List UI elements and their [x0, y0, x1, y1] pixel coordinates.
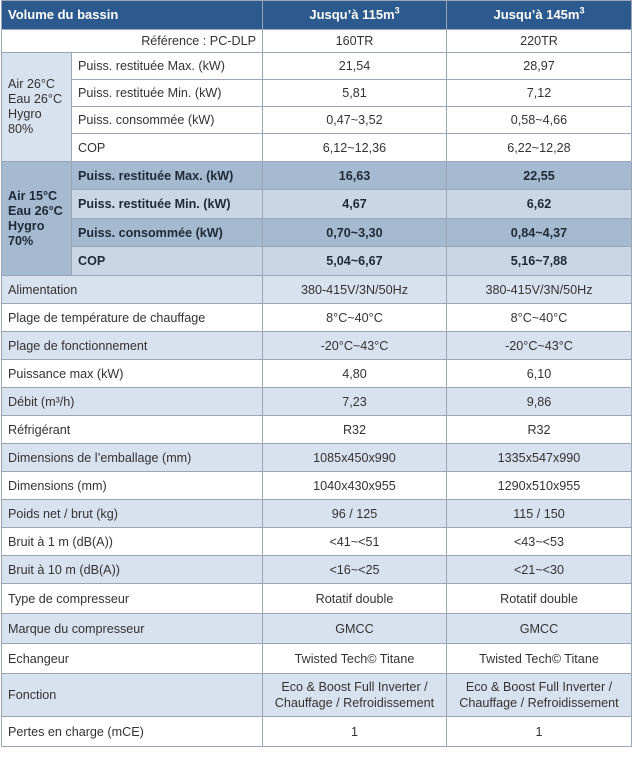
condition-line: Air 15°C: [8, 188, 58, 203]
spec-label: Réfrigérant: [2, 416, 263, 444]
spec-row: [2, 644, 632, 674]
performance-row: [2, 134, 632, 162]
performance-label: COP: [72, 247, 263, 276]
performance-row: [2, 53, 632, 80]
value-145: 7,12: [447, 80, 632, 107]
spec-value-145: 1335x547x990: [447, 444, 632, 472]
spec-row: [2, 472, 632, 500]
spec-row: [2, 584, 632, 614]
spec-value-115: 8°C~40°C: [263, 304, 447, 332]
value-115: 4,67: [263, 190, 447, 219]
header-label: Volume du bassin: [2, 1, 263, 30]
performance-row: [2, 247, 632, 276]
spec-value-145: 8°C~40°C: [447, 304, 632, 332]
spec-label: Débit (m³/h): [2, 388, 263, 416]
spec-value-145: 9,86: [447, 388, 632, 416]
value-115: 0,47~3,52: [263, 107, 447, 134]
header-row: [2, 1, 632, 30]
spec-row: [2, 360, 632, 388]
spec-row: [2, 276, 632, 304]
spec-label: Bruit à 10 m (dB(A)): [2, 556, 263, 584]
spec-row: [2, 674, 632, 717]
spec-label: Dimensions de l’emballage (mm): [2, 444, 263, 472]
condition-line: Hygro: [8, 107, 42, 121]
spec-value-115: Twisted Tech© Titane: [263, 644, 447, 674]
spec-value-145: Eco & Boost Full Inverter / Chauffage / Refroidissement: [447, 674, 632, 717]
spec-row: [2, 717, 632, 747]
spec-value-115: GMCC: [263, 614, 447, 644]
value-115: 6,12~12,36: [263, 134, 447, 162]
value-145: 6,62: [447, 190, 632, 219]
condition-line: Air 26°C: [8, 77, 56, 91]
spec-label: Dimensions (mm): [2, 472, 263, 500]
spec-value-145: <43~<53: [447, 528, 632, 556]
performance-row: [2, 80, 632, 107]
reference-label: Référence : PC-DLP: [2, 30, 263, 53]
value-145: 0,58~4,66: [447, 107, 632, 134]
spec-label: Plage de température de chauffage: [2, 304, 263, 332]
spec-value-145: -20°C~43°C: [447, 332, 632, 360]
performance-label: Puiss. restituée Max. (kW): [72, 53, 263, 80]
spec-row: [2, 528, 632, 556]
performance-label: Puiss. restituée Min. (kW): [72, 190, 263, 219]
spec-value-115: 1: [263, 717, 447, 747]
performance-row: [2, 190, 632, 219]
spec-label: Pertes en charge (mCE): [2, 717, 263, 747]
value-145: 6,22~12,28: [447, 134, 632, 162]
spec-value-145: 6,10: [447, 360, 632, 388]
reference-value: 220TR: [447, 30, 632, 53]
spec-label: Marque du compresseur: [2, 614, 263, 644]
spec-row: [2, 614, 632, 644]
value-115: 5,04~6,67: [263, 247, 447, 276]
condition-line: Eau 26°C: [8, 203, 63, 218]
condition-cell: [2, 162, 72, 276]
condition-line: 70%: [8, 233, 34, 248]
spec-value-145: R32: [447, 416, 632, 444]
spec-value-145: Twisted Tech© Titane: [447, 644, 632, 674]
performance-label: Puiss. restituée Max. (kW): [72, 162, 263, 190]
spec-label: Bruit à 1 m (dB(A)): [2, 528, 263, 556]
condition-line: 80%: [8, 122, 34, 136]
reference-value: 160TR: [263, 30, 447, 53]
spec-row: [2, 388, 632, 416]
spec-row: [2, 556, 632, 584]
spec-value-115: Eco & Boost Full Inverter / Chauffage / Refroidissement: [263, 674, 447, 717]
spec-label: Type de compresseur: [2, 584, 263, 614]
spec-row: [2, 332, 632, 360]
spec-value-115: 1040x430x955: [263, 472, 447, 500]
spec-value-115: -20°C~43°C: [263, 332, 447, 360]
spec-label: Plage de fonctionnement: [2, 332, 263, 360]
performance-label: Puiss. consommée (kW): [72, 107, 263, 134]
spec-value-145: 115 / 150: [447, 500, 632, 528]
spec-value-115: 1085x450x990: [263, 444, 447, 472]
spec-label: Fonction: [2, 674, 263, 717]
value-145: 28,97: [447, 53, 632, 80]
value-145: 5,16~7,88: [447, 247, 632, 276]
spec-row: [2, 500, 632, 528]
spec-value-115: <41~<51: [263, 528, 447, 556]
spec-value-145: 1290x510x955: [447, 472, 632, 500]
spec-label: Echangeur: [2, 644, 263, 674]
value-115: 0,70~3,30: [263, 219, 447, 247]
spec-label: Poids net / brut (kg): [2, 500, 263, 528]
spec-value-115: 4,80: [263, 360, 447, 388]
spec-value-145: Rotatif double: [447, 584, 632, 614]
performance-row: [2, 219, 632, 247]
condition-line: Eau 26°C: [8, 92, 63, 106]
reference-row: [2, 30, 632, 53]
spec-row: [2, 304, 632, 332]
spec-row: [2, 416, 632, 444]
spec-label: Alimentation: [2, 276, 263, 304]
value-145: 0,84~4,37: [447, 219, 632, 247]
value-145: 22,55: [447, 162, 632, 190]
value-115: 16,63: [263, 162, 447, 190]
spec-value-115: <16~<25: [263, 556, 447, 584]
spec-value-115: 380-415V/3N/50Hz: [263, 276, 447, 304]
header-col-145: Jusqu’à $145m^3$: [447, 1, 632, 30]
spec-value-115: R32: [263, 416, 447, 444]
value-115: 5,81: [263, 80, 447, 107]
spec-row: [2, 444, 632, 472]
performance-row: [2, 107, 632, 134]
header-col-115: Jusqu’à $115m^3$: [263, 1, 447, 30]
spec-value-145: GMCC: [447, 614, 632, 644]
spec-value-115: 96 / 125: [263, 500, 447, 528]
condition-line: Hygro: [8, 218, 45, 233]
value-115: 21,54: [263, 53, 447, 80]
performance-label: Puiss. restituée Min. (kW): [72, 80, 263, 107]
performance-row: [2, 162, 632, 190]
spec-value-145: 380-415V/3N/50Hz: [447, 276, 632, 304]
spec-table: [1, 0, 632, 747]
performance-label: Puiss. consommée (kW): [72, 219, 263, 247]
performance-label: COP: [72, 134, 263, 162]
spec-label: Puissance max (kW): [2, 360, 263, 388]
condition-cell: [2, 53, 72, 162]
spec-value-115: Rotatif double: [263, 584, 447, 614]
spec-value-115: 7,23: [263, 388, 447, 416]
spec-value-145: <21~<30: [447, 556, 632, 584]
spec-value-145: 1: [447, 717, 632, 747]
